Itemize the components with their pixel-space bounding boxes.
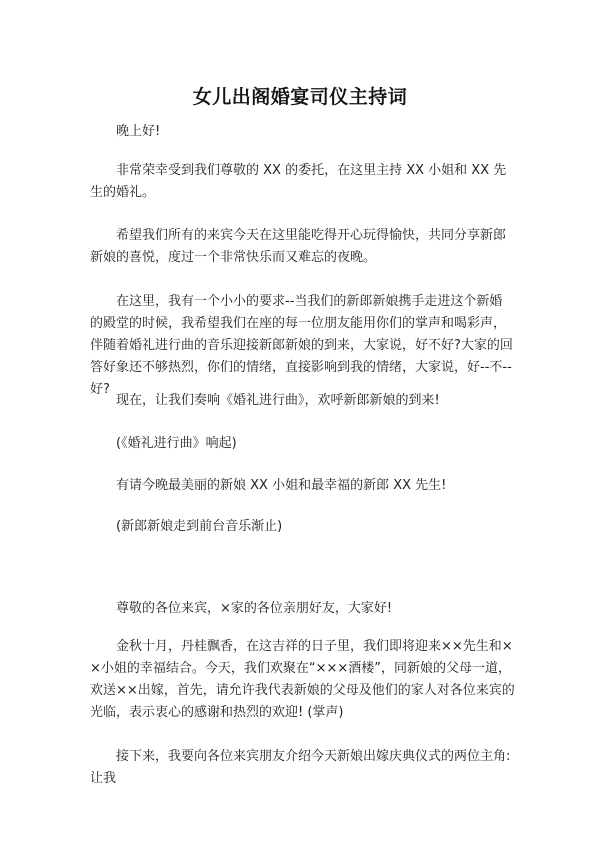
paragraph-wedding-march: 现在，让我们奏响《婚礼进行曲》，欢呼新郎新娘的到来!	[116, 393, 440, 408]
paragraph-entrusted: 非常荣幸受到我们尊敬的 XX 的委托，在这里主持 XX 小姐和 XX 先生的婚礼。	[90, 163, 507, 200]
paragraph-golden-autumn: 金秋十月，丹桂飘香，在这吉祥的日子里，我们即将迎来××先生和××小姐的幸福结合。今天，我们欢聚在“×××酒楼”，同新娘的父母一道，欢送××出嫁，首先，请允许我代表新娘的父母及他们的家人对各位来宾的光临，表示衷心的感谢和热烈的欢迎! (掌声)	[90, 639, 515, 720]
paragraph-music-cue: (《婚礼进行曲》响起)	[116, 436, 237, 451]
paragraph-introduction: 接下来，我要向各位来宾朋友介绍今天新娘出嫁庆典仪式的两位主角: 让我	[90, 749, 511, 786]
paragraph-welcome-guests: 尊敬的各位来宾，×家的各位亲朋好友，大家好!	[116, 601, 393, 616]
paragraph-stage-cue: (新郎新娘走到前台音乐渐止)	[116, 519, 283, 534]
paragraph-request: 在这里，我有一个小小的要求--当我们的新郎新娘携手走进这个新婚的殿堂的时候，我希望我们在座的每一位朋友能用你们的掌声和喝彩声，伴随着婚礼进行曲的音乐迎接新郎新娘的到来，大家说，好不好?大家的回答好象还不够热烈，你们的情绪，直接影响到我的情绪，大家说，好--不--好?	[90, 294, 513, 397]
paragraph-greeting: 晚上好!	[116, 124, 161, 139]
paragraph-wishes: 希望我们所有的来宾今天在这里能吃得开心玩得愉快，共同分享新郎新娘的喜悦，度过一个非常快乐而又难忘的夜晚。	[90, 228, 507, 265]
page-title: 女儿出阁婚宴司仪主持词	[192, 86, 408, 108]
paragraph-invite-couple: 有请今晚最美丽的新娘 XX 小姐和最幸福的新郎 XX 先生!	[116, 478, 447, 493]
